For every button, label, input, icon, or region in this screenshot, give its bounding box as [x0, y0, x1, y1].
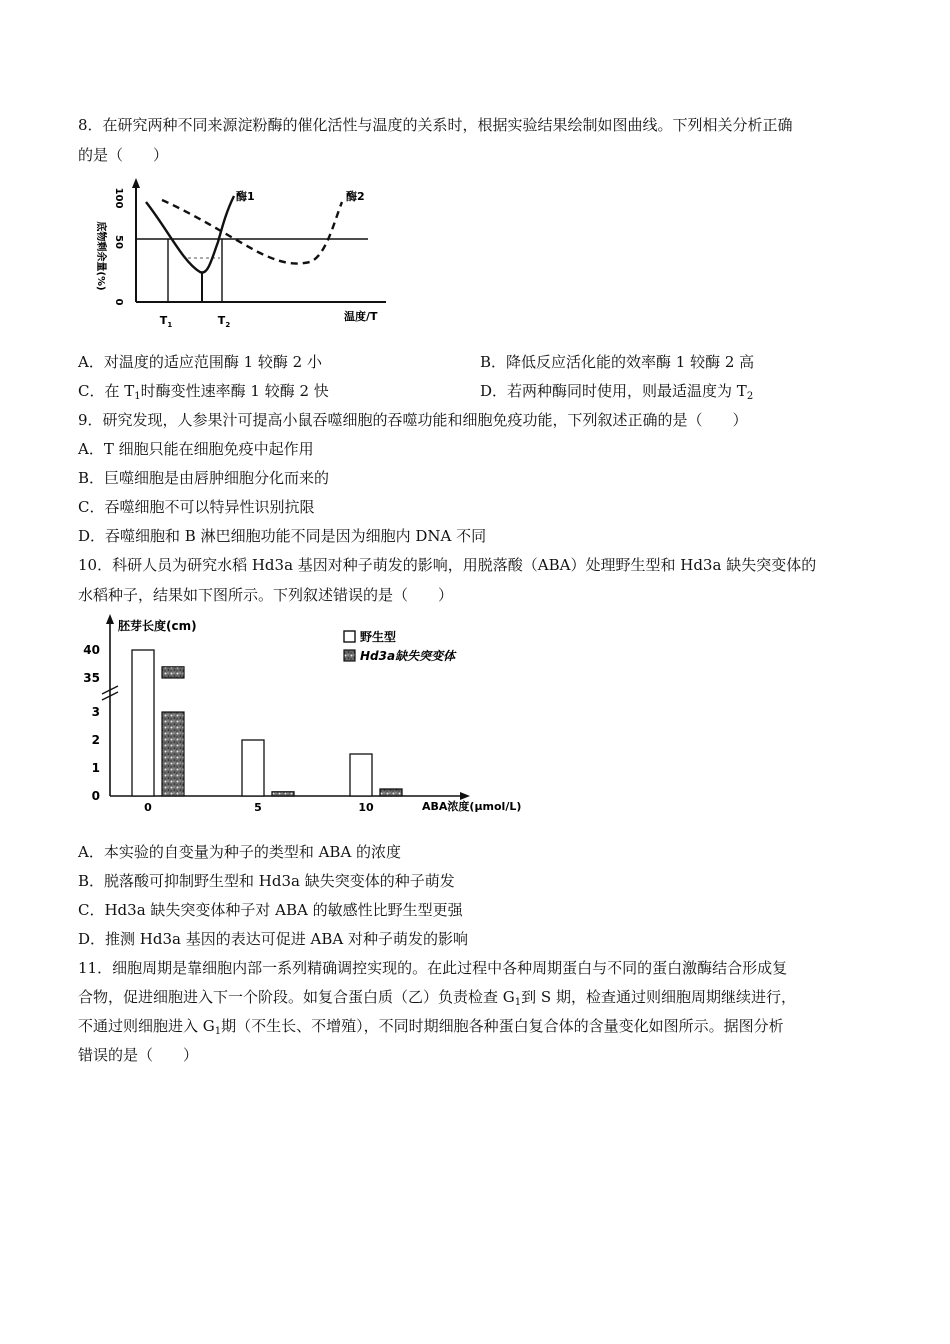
bar-wild-type-0 — [132, 650, 154, 796]
enzyme-temperature-figure — [88, 178, 388, 333]
q10-option-d: D．推测 Hd3a 基因的表达可促进 ABA 对种子萌发的影响 — [78, 930, 468, 948]
fig1-xlabel: 温度/T — [344, 310, 378, 323]
chart-xtick-0: 0 — [144, 801, 152, 814]
fig1-ytick-0: 0 — [113, 298, 124, 306]
legend-label-wild-type: 野生型 — [360, 630, 397, 644]
q10-option-a: A．本实验的自变量为种子的类型和 ABA 的浓度 — [78, 843, 402, 861]
q9-option-c: C．吞噬细胞不可以特异性识别抗限 — [78, 498, 315, 516]
q9-option-b: B．巨噬细胞是由唇肿细胞分化而来的 — [78, 469, 330, 487]
enzyme1-label: 酶1 — [236, 190, 255, 203]
bar-wild-type-5 — [242, 740, 264, 796]
fig1-t1-label: $T_1$ — [159, 314, 173, 329]
legend-swatch-mutant — [344, 650, 355, 661]
chart-x-arrow — [460, 792, 470, 800]
q9-option-d: D．吞噬细胞和 B 淋巴细胞功能不同是因为细胞内 DNA 不同 — [78, 527, 487, 545]
aba-bar-chart — [80, 612, 540, 822]
chart-ytick-3: 3 — [91, 705, 100, 719]
bar-wild-type-10 — [350, 754, 372, 796]
bar-mutant-10 — [380, 789, 402, 796]
enzyme1-curve — [146, 196, 234, 273]
chart-xtick-10: 10 — [358, 801, 374, 814]
q8-option-c: C．在 $T_1$时酶变性速率酶 1 较酶 2 快 — [78, 382, 329, 402]
chart-xlabel: ABA浓度(μmol/L) — [422, 800, 522, 813]
q8-stem-line2: 的是（ ） — [78, 146, 169, 164]
q9-stem: 9．研究发现，人参果汁可提高小鼠吞噬细胞的吞噬功能和细胞免疫功能，下列叙述正确的是（ ） — [78, 411, 748, 429]
fig1-ytick-50: 50 — [113, 235, 124, 249]
legend-label-mutant: Hd3a缺失突变体 — [360, 649, 456, 663]
bar-mutant-5 — [272, 792, 294, 796]
chart-y-arrow — [106, 614, 114, 624]
fig1-y-arrow — [132, 178, 140, 188]
q11-line1: 11．细胞周期是靠细胞内部一系列精确调控实现的。在此过程中各种周期蛋白与不同的蛋白激酶结合形成复 — [78, 959, 788, 977]
q11-line3: 不通过则细胞进入 $G_1$期（不生长、不增殖），不同时期细胞各种蛋白复合体的含量变化如图所示。据图分析 — [78, 1017, 784, 1037]
enzyme2-curve — [162, 200, 342, 264]
chart-ytick-35: 35 — [83, 671, 100, 685]
bar-mutant-0-lower — [162, 712, 184, 796]
chart-xtick-5: 5 — [254, 801, 262, 814]
chart-ytick-40: 40 — [83, 643, 100, 657]
q10-stem-line2: 水稻种子，结果如下图所示。下列叙述错误的是（ ） — [78, 586, 454, 604]
chart-ytick-2: 2 — [91, 733, 100, 747]
q10-option-c: C．Hd3a 缺失突变体种子对 ABA 的敏感性比野生型更强 — [78, 901, 463, 919]
fig1-ytick-100: 100 — [113, 187, 124, 209]
fig1-t2-label: $T_2$ — [217, 314, 231, 329]
q8-option-a: A．对温度的适应范围酶 1 较酶 2 小 — [78, 353, 322, 371]
q9-option-a: A．T 细胞只能在细胞免疫中起作用 — [78, 440, 314, 458]
chart-ytick-1: 1 — [91, 761, 100, 775]
bar-mutant-0-upper — [162, 667, 184, 678]
q8-stem-line1: 8．在研究两种不同来源淀粉酶的催化活性与温度的关系时，根据实验结果绘制如图曲线。下列相关分析正确 — [78, 116, 793, 134]
legend-swatch-wild-type — [344, 631, 355, 642]
q10-option-b: B．脱落酸可抑制野生型和 Hd3a 缺失突变体的种子萌发 — [78, 872, 455, 890]
q11-line2: 合物，促进细胞进入下一个阶段。如复合蛋白质（乙）负责检查 $G_1$到 S 期，检查通过则细胞周期继续进行， — [78, 988, 796, 1008]
fig1-ylabel: 底物剩余量(%) — [95, 221, 106, 291]
chart-ytick-0: 0 — [91, 789, 100, 803]
chart-ylabel: 胚芽长度(cm) — [118, 619, 197, 633]
q8-option-d: D．若两种酶同时使用，则最适温度为 $T_2$ — [480, 382, 754, 402]
q11-line4: 错误的是（ ） — [78, 1046, 199, 1064]
q10-stem-line1: 10．科研人员为研究水稻 Hd3a 基因对种子萌发的影响，用脱落酸（ABA）处理野生型和 Hd3a 缺失突变体的 — [78, 556, 817, 574]
enzyme2-label: 酶2 — [346, 190, 365, 203]
q8-option-b: B．降低反应活化能的效率酶 1 较酶 2 高 — [480, 353, 755, 371]
